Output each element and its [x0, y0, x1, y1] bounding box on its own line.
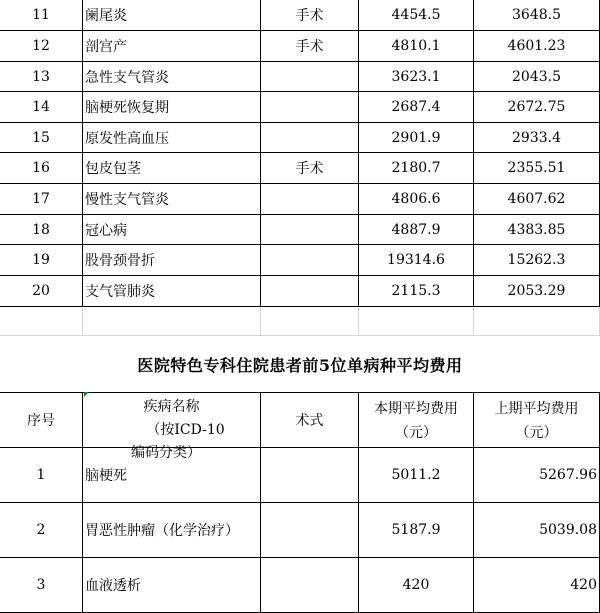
- table1-row-surgery[interactable]: [261, 245, 359, 276]
- table2-row-current[interactable]: 5011.2: [359, 448, 474, 503]
- blank-cell[interactable]: [0, 307, 83, 336]
- table2-row-name[interactable]: 脑梗死: [83, 448, 261, 503]
- table1-row-no[interactable]: 17: [0, 184, 83, 215]
- header-previous-line1: 上期平均费用: [494, 401, 579, 417]
- table1-row-surgery[interactable]: [261, 215, 359, 245]
- header-name-line2: （按ICD-10: [146, 422, 225, 438]
- table2-row-previous[interactable]: 5039.08: [474, 503, 600, 558]
- table1-row-name[interactable]: 原发性高血压: [83, 123, 261, 153]
- header-current-line2: （元）: [395, 425, 437, 441]
- table1-row-previous[interactable]: 4383.85: [474, 215, 600, 245]
- table1-row-surgery[interactable]: [261, 184, 359, 215]
- table1-row-current[interactable]: 2115.3: [359, 276, 474, 307]
- table1-row-current[interactable]: 2901.9: [359, 123, 474, 153]
- table1-row-surgery[interactable]: [261, 92, 359, 123]
- table1-row-current[interactable]: 3623.1: [359, 62, 474, 92]
- table1-row-current[interactable]: 2687.4: [359, 92, 474, 123]
- table1-row-no[interactable]: 16: [0, 153, 83, 184]
- table1-row-previous[interactable]: 15262.3: [474, 245, 600, 276]
- table1-row-no[interactable]: 19: [0, 245, 83, 276]
- table1-row-current[interactable]: 19314.6: [359, 245, 474, 276]
- table2-row-surgery[interactable]: [261, 503, 359, 558]
- table1-row-name[interactable]: 支气管肺炎: [83, 276, 261, 307]
- table2-row-no[interactable]: 1: [0, 448, 83, 503]
- header-name-line1: 疾病名称: [143, 399, 200, 415]
- table2-row-no[interactable]: 3: [0, 558, 83, 613]
- table2-row-current[interactable]: 420: [359, 558, 474, 613]
- table1-row-name[interactable]: 急性支气管炎: [83, 62, 261, 92]
- table1-row-name[interactable]: 阑尾炎: [83, 0, 261, 31]
- header-current[interactable]: [359, 392, 474, 448]
- table2-row-previous[interactable]: 420: [474, 558, 600, 613]
- table1-row-surgery[interactable]: 手术: [261, 31, 359, 62]
- header-surgery-label: 术式: [295, 413, 324, 429]
- blank-cell[interactable]: [83, 307, 261, 336]
- header-current-line1: 本期平均费用: [374, 401, 458, 417]
- table1-row-surgery[interactable]: [261, 123, 359, 153]
- table1-row-previous[interactable]: 4607.62: [474, 184, 600, 215]
- table1-row-name[interactable]: 股骨颈骨折: [83, 245, 261, 276]
- table1-row-no[interactable]: 12: [0, 31, 83, 62]
- table1-row-previous[interactable]: 2672.75: [474, 92, 600, 123]
- table1-row-no[interactable]: 20: [0, 276, 83, 307]
- blank-cell[interactable]: [474, 307, 600, 336]
- header-surgery[interactable]: [261, 392, 359, 448]
- blank-cell[interactable]: [359, 307, 474, 336]
- table2-row-current[interactable]: 5187.9: [359, 503, 474, 558]
- table2-row-surgery[interactable]: [261, 558, 359, 613]
- table2-row-surgery[interactable]: [261, 448, 359, 503]
- header-name[interactable]: [83, 392, 261, 461]
- table1-row-current[interactable]: 4454.5: [359, 0, 474, 31]
- comment-indicator-icon: [84, 392, 89, 397]
- table1-row-previous[interactable]: 2043.5: [474, 62, 600, 92]
- table1-row-name[interactable]: 冠心病: [83, 215, 261, 245]
- table1-row-no[interactable]: 14: [0, 92, 83, 123]
- table2-row-previous[interactable]: 5267.96: [474, 448, 600, 503]
- section-title[interactable]: 医院特色专科住院患者前5位单病种平均费用: [137, 355, 463, 375]
- table2-row-no[interactable]: 2: [0, 503, 83, 558]
- header-no-label: 序号: [27, 413, 55, 429]
- table2-row-name[interactable]: 血液透析: [83, 558, 261, 613]
- header-name-line3: 编码分类）: [131, 445, 201, 461]
- table1-row-previous[interactable]: 2355.51: [474, 153, 600, 184]
- table1-row-name[interactable]: 剖宫产: [83, 31, 261, 62]
- table1-row-current[interactable]: 4806.6: [359, 184, 474, 215]
- table1-row-previous[interactable]: 2933.4: [474, 123, 600, 153]
- table1-row-current[interactable]: 4810.1: [359, 31, 474, 62]
- header-no[interactable]: [0, 392, 83, 448]
- table1-row-name[interactable]: 包皮包茎: [83, 153, 261, 184]
- header-previous[interactable]: [474, 392, 600, 448]
- table1-row-surgery[interactable]: [261, 62, 359, 92]
- table1-row-previous[interactable]: 3648.5: [474, 0, 600, 31]
- table1-row-no[interactable]: 18: [0, 215, 83, 245]
- table1-row-name[interactable]: 慢性支气管炎: [83, 184, 261, 215]
- table1-row-surgery[interactable]: [261, 276, 359, 307]
- table1-row-surgery[interactable]: 手术: [261, 0, 359, 31]
- table1-row-previous[interactable]: 4601.23: [474, 31, 600, 62]
- table1-row-current[interactable]: 2180.7: [359, 153, 474, 184]
- table1-row-no[interactable]: 15: [0, 123, 83, 153]
- table1-row-no[interactable]: 13: [0, 62, 83, 92]
- table1-row-name[interactable]: 脑梗死恢复期: [83, 92, 261, 123]
- table1-row-surgery[interactable]: 手术: [261, 153, 359, 184]
- table1-row-current[interactable]: 4887.9: [359, 215, 474, 245]
- table1-row-previous[interactable]: 2053.29: [474, 276, 600, 307]
- table2-row-name[interactable]: 胃恶性肿瘤（化学治疗）: [83, 503, 261, 558]
- table1-row-no[interactable]: 11: [0, 0, 83, 31]
- header-previous-line2: （元）: [515, 425, 558, 441]
- blank-cell[interactable]: [261, 307, 359, 336]
